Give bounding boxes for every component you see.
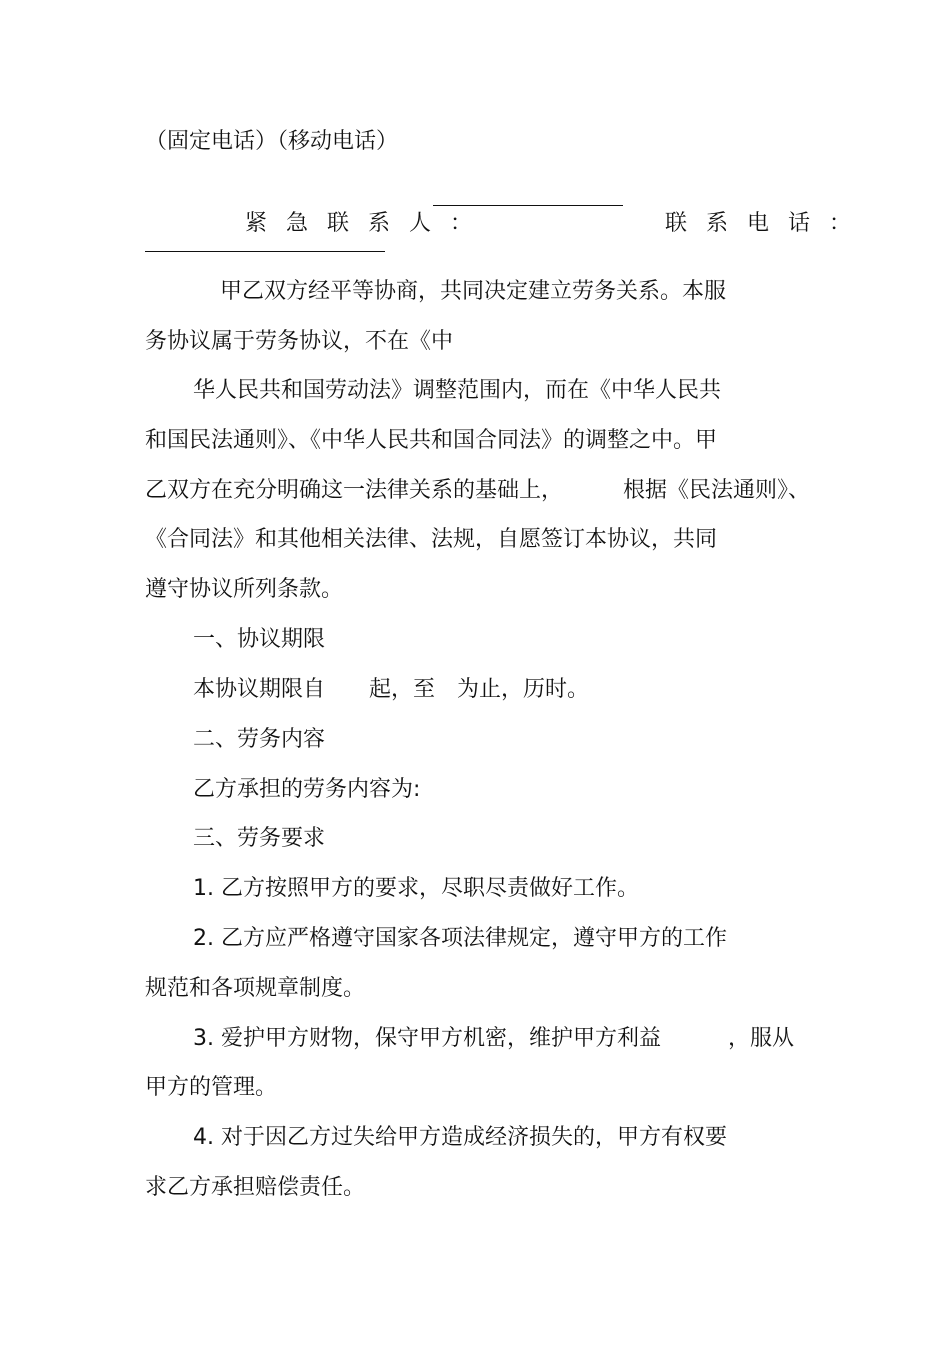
emergency-contact-blank <box>433 185 623 206</box>
intro-line-6: 《合同法》和其他相关法律、法规，自愿签订本协议，共同 <box>145 527 718 552</box>
intro-line-3: 华人民共和国劳动法》调整范围内，而在《中华人民共 <box>193 378 722 403</box>
intro-line-2: 务协议属于劳务协议，不在《中 <box>145 329 454 354</box>
section3-item-1: 1. 乙方按照甲方的要求，尽职尽责做好工作。 <box>193 876 639 901</box>
section1-text: 本协议期限自 起，至 为止，历时。 <box>193 677 590 702</box>
section2-heading: 二、劳务内容 <box>193 727 326 752</box>
phone-header: （固定电话）（移动电话） <box>145 129 399 154</box>
section3-item-3-line-1a: 3. 爱护甲方财物，保守甲方机密，维护甲方利益 <box>193 1026 661 1051</box>
section3-item-3-line-1b: ，服从 <box>728 1026 795 1051</box>
section3-heading: 三、劳务要求 <box>193 826 326 851</box>
contact-phone-row <box>637 179 870 269</box>
intro-line-1: 甲乙双方经平等协商，共同决定建立劳务关系。本服 <box>220 279 727 304</box>
section3-item-2-line-1: 2. 乙方应严格遵守国家各项法律规定，遵守甲方的工作 <box>193 926 727 951</box>
section2-text: 乙方承担的劳务内容为: <box>193 777 421 802</box>
section1-heading: 一、协议期限 <box>193 627 326 652</box>
emergency-contact-label: 紧急联系人： <box>244 211 491 236</box>
contact-phone-blank <box>145 231 385 252</box>
intro-line-4: 和国民法通则》、《中华人民共和国合同法》的调整之中。甲 <box>145 428 718 453</box>
section3-item-3-line-2: 甲方的管理。 <box>145 1075 278 1100</box>
intro-line-7: 遵守协议所列条款。 <box>145 577 344 602</box>
intro-line-5b: 根据《民法通则》、 <box>623 478 811 503</box>
intro-line-5a: 乙双方在充分明确这一法律关系的基础上， <box>145 478 564 503</box>
section3-item-4-line-2: 求乙方承担赔偿责任。 <box>145 1175 366 1200</box>
section3-item-4-line-1: 4. 对于因乙方过失给甲方造成经济损失的，甲方有权要 <box>193 1125 727 1150</box>
section3-item-2-line-2: 规范和各项规章制度。 <box>145 976 366 1001</box>
contact-phone-label: 联系电话： <box>664 211 870 236</box>
